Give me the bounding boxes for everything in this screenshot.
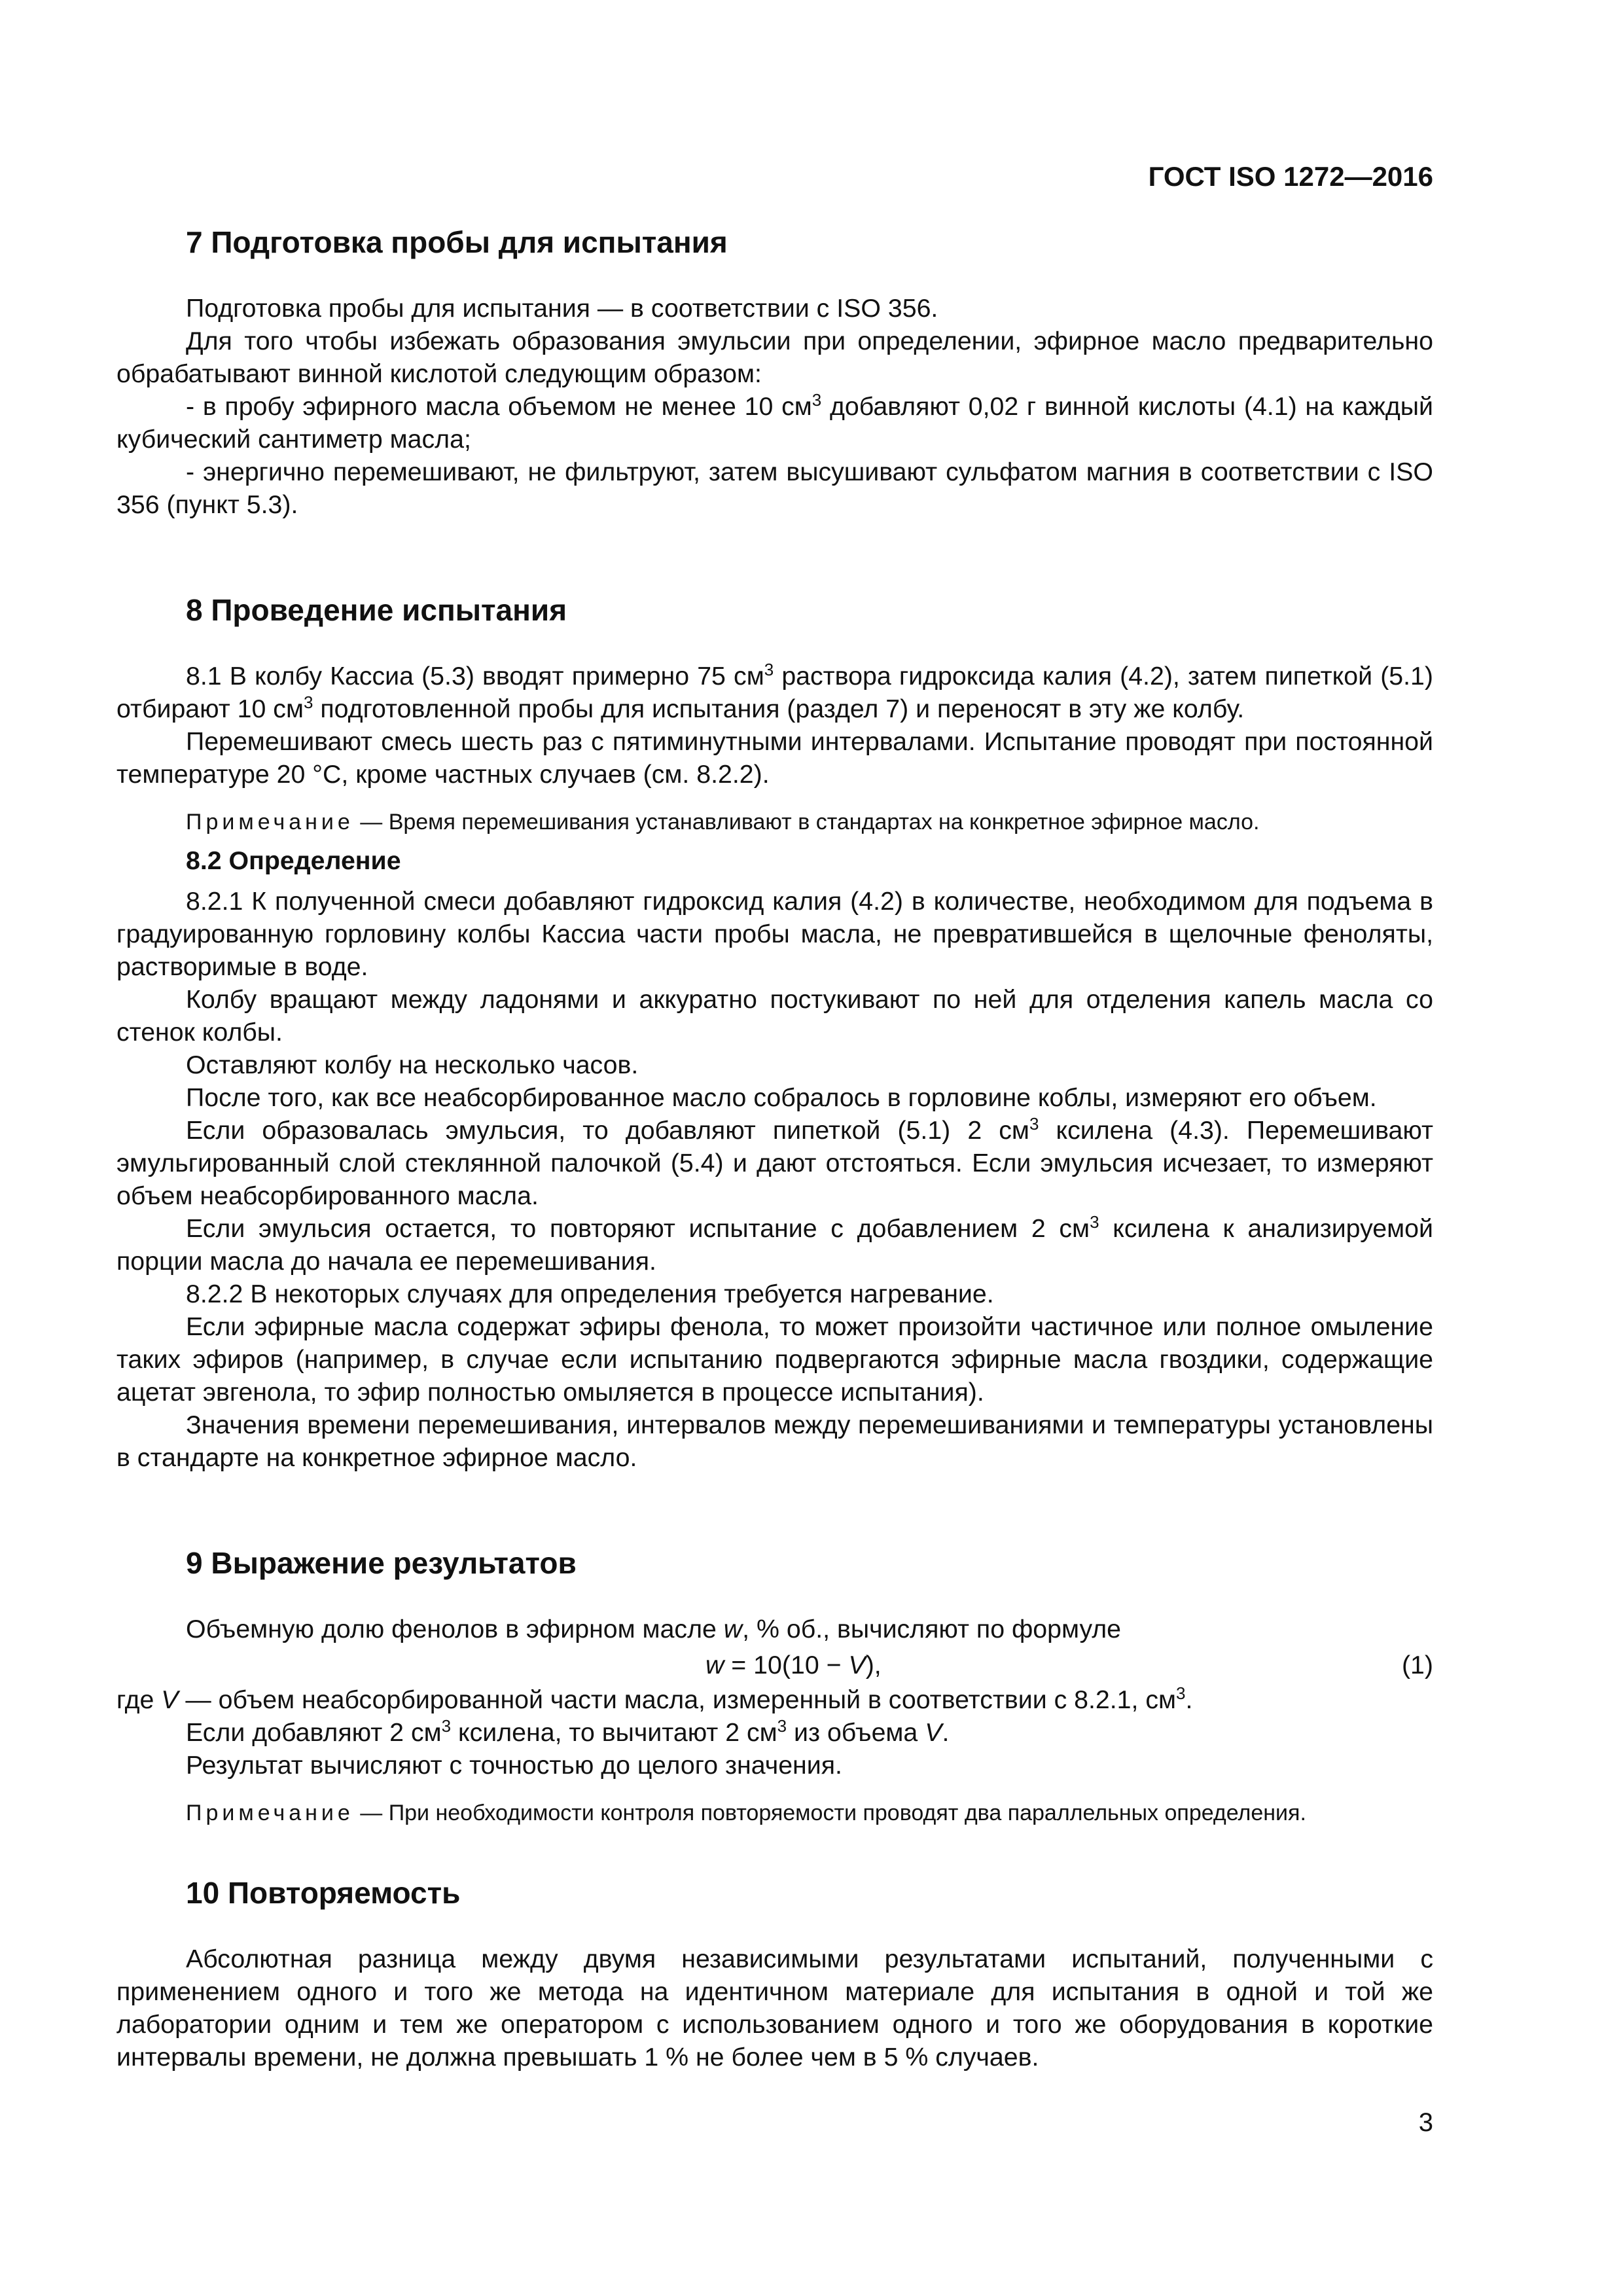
section-8-paragraph-2: Перемешивают смесь шесть раз с пятиминутными интервалами. Испытание проводят при постоянной температуре 20 °С, кроме частных случаев (см. 8.2.2).: [116, 727, 1433, 789]
section-7-heading: 7 Подготовка пробы для испытания: [186, 225, 728, 259]
section-8-paragraph-10: Если эфирные масла содержат эфиры фенола, то может произойти частичное или полное омыление таких эфиров (например, в случае если испытанию подвергаются эфирные масла гвоздики, содержащие ацетат эвгенола, то эфир полностью омыляется в процессе испытания).: [116, 1312, 1433, 1407]
document-code: ГОСТ ISO 1272—2016: [1148, 161, 1433, 192]
superscript-3: 3: [764, 660, 774, 679]
superscript-3: 3: [441, 1716, 452, 1736]
section-7-paragraph-3: - в пробу эфирного масла объемом не менее 10 $см^3$ добавляют 0,02 г винной кислоты (4.1) на каждый кубический сантиметр масла;: [116, 390, 1433, 454]
superscript-3: 3: [1029, 1114, 1039, 1134]
section-7-paragraph-2: Для того чтобы избежать образования эмульсии при определении, эфирное масло предварительно обрабатывают винной кислотой следующим образом:: [116, 327, 1433, 388]
superscript-3: 3: [812, 390, 822, 410]
formula: w = 10(10 − V),: [705, 1651, 882, 1679]
section-8-paragraph-7: Если образовалась эмульсия, то добавляют пипеткой (5.1) 2 $см^3$ ксилена (4.3). Перемешивают эмульгированный слой стеклянной палочкой (5.4) и дают отстояться. Если эмульсия исчезает, то измеряют объем неабсорбированного масла.: [116, 1114, 1433, 1210]
section-9-where: где V — объем неабсорбированной части масла, измеренный в соответствии с 8.2.1, $см^3$.: [116, 1683, 1193, 1714]
formula-row: [116, 1647, 1433, 1683]
section-9-paragraph-1: Объемную долю фенолов в эфирном масле w, % об., вычисляют по формуле: [186, 1615, 1122, 1643]
page-number: 3: [1418, 2108, 1433, 2137]
section-8-paragraph-3: 8.2.1 К полученной смеси добавляют гидроксид калия (4.2) в количестве, необходимом для подъема в градуированную горловину колбы Кассиа части пробы масла, не превратившейся в щелочные феноляты, растворимые в воде.: [116, 887, 1433, 981]
section-8-paragraph-4: Колбу вращают между ладонями и аккуратно постукивают по ней для отделения капель масла со стенок колбы.: [116, 985, 1433, 1047]
note-label: Примечание: [186, 1801, 354, 1825]
section-10-paragraph-1: Абсолютная разница между двумя независимыми результатами испытаний, полученными с применением одного и того же метода на идентичном материале для испытания в одной и той же лаборатории одним и тем же оператором с использованием одного и того же оборудования в короткие интервалы времени, не должна превышать 1 % не более чем в 5 % случаев.: [116, 1945, 1433, 2072]
section-9-heading: 9 Выражение результатов: [186, 1546, 577, 1580]
section-9-paragraph-3: Результат вычисляют с точностью до целого значения.: [186, 1751, 842, 1780]
section-8-note: Примечание — Время перемешивания устанавливают в стандартах на конкретное эфирное масло.: [186, 810, 1260, 834]
formula-number: (1): [1401, 1651, 1433, 1679]
section-7-paragraph-4: - энергично перемешивают, не фильтруют, затем высушивают сульфатом магния в соответствии с ISO 356 (пункт 5.3).: [116, 457, 1433, 519]
document-body: [116, 223, 1433, 2073]
section-8-paragraph-11: Значения времени перемешивания, интервалов между перемешиваниями и температуры установлены в стандарте на конкретное эфирное масло.: [116, 1410, 1433, 1472]
section-8-paragraph-8: Если эмульсия остается, то повторяют испытание с добавлением 2 $см^3$ ксилена к анализируемой порции масла до начала ее перемешивания.: [116, 1212, 1433, 1276]
section-8-paragraph-9: 8.2.2 В некоторых случаях для определения требуется нагревание.: [186, 1280, 994, 1308]
section-8-heading: 8 Проведение испытания: [186, 593, 567, 627]
superscript-3: 3: [303, 692, 313, 712]
superscript-3: 3: [1090, 1212, 1099, 1232]
superscript-3: 3: [777, 1716, 787, 1736]
section-10-heading: 10 Повторяемость: [186, 1876, 461, 1910]
superscript-3: 3: [1176, 1683, 1186, 1703]
subsection-8-2-heading: 8.2 Определение: [186, 846, 401, 875]
section-9-paragraph-2: Если добавляют 2 $см^3$ ксилена, то вычитают 2 $см^3$ из объема V.: [186, 1716, 950, 1747]
section-8-paragraph-6: После того, как все неабсорбированное масло собралось в горловине коблы, измеряют его объем.: [186, 1083, 1377, 1112]
section-8-paragraph-5: Оставляют колбу на несколько часов.: [186, 1050, 639, 1079]
note-label: Примечание: [186, 810, 354, 834]
section-9-note: Примечание — При необходимости контроля повторяемости проводят два параллельных определения.: [186, 1801, 1306, 1825]
section-8-paragraph-1: 8.1 В колбу Кассиа (5.3) вводят примерно 75 $см^3$ раствора гидроксида калия (4.2), затем пипеткой (5.1) отбирают 10 $см^3$ подготовленной пробы для испытания (раздел 7) и переносят в эту же колбу.: [116, 660, 1433, 723]
section-7-paragraph-1: Подготовка пробы для испытания — в соответствии с ISO 356.: [186, 294, 938, 323]
